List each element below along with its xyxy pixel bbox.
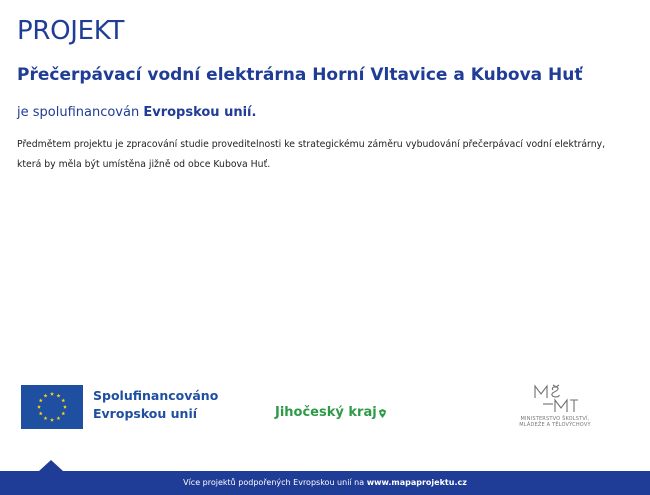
cofinancing-prefix: je spolufinancován: [17, 105, 144, 120]
description-line-1: Předmětem projektu je zpracování studie proveditelnosti ke strategickému záměru vybudování přečerpávací vodní elektrárny,: [17, 139, 606, 150]
footer-bar: [0, 471, 650, 495]
page-heading: PROJEKT: [17, 16, 125, 46]
description-line-2: která by měla být umístěna jižně od obce Kubova Huť.: [17, 159, 271, 170]
eu-logo: [21, 385, 219, 429]
msmt-caption: [505, 416, 605, 428]
project-title: Přečerpávací vodní elektrárna Horní Vltavice a Kubova Huť: [17, 65, 583, 85]
jihocesky-kraj-text: Jihočeský kraj: [275, 405, 377, 420]
footer-notch: [39, 460, 63, 471]
cofinancing-note: [17, 105, 256, 120]
cofinancing-emphasis: Evropskou unií.: [143, 105, 257, 120]
footer-link[interactable]: www.mapaprojektu.cz: [366, 478, 467, 487]
project-description: [17, 135, 642, 175]
msmt-caption-line-2: MLÁDEŽE A TĚLOVÝCHOVY: [519, 422, 591, 428]
eu-flag-icon: [21, 385, 83, 429]
msmt-logo: [505, 384, 605, 428]
eu-cofinanced-text: [93, 387, 233, 423]
footer-text: Více projektů podpořených Evropskou unií na: [183, 478, 367, 487]
msmt-caption-line-1: MINISTERSTVO ŠKOLSTVÍ,: [520, 416, 590, 422]
jihocesky-kraj-logo: [275, 405, 387, 420]
region-map-icon: [378, 409, 387, 418]
msmt-monogram-icon: [532, 384, 578, 414]
eu-text-line-2: Evropskou unií: [93, 406, 198, 421]
eu-text-line-1: Spolufinancováno: [93, 388, 219, 403]
